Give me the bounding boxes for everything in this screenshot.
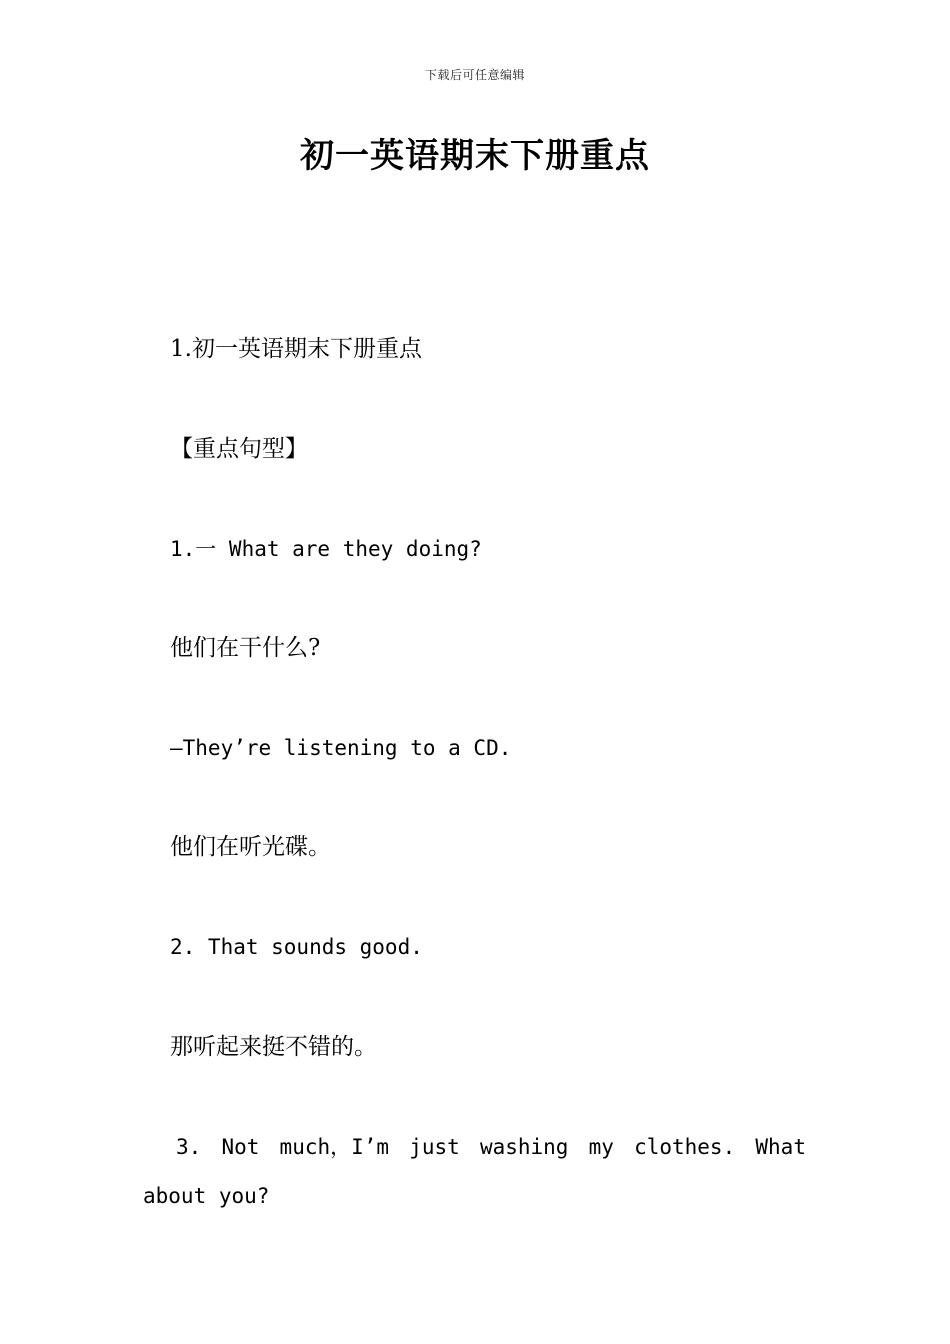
sentence-3-word: clothes.: [634, 1135, 736, 1159]
sentence-3-word: What: [755, 1135, 806, 1159]
sentence-1-answer-english: —They’re listening to a CD.: [170, 736, 512, 760]
sentence-3-line-2: about you?: [143, 1184, 270, 1208]
sentence-3-line-1: [176, 1132, 806, 1162]
section-label-key-sentences: 【重点句型】: [170, 436, 308, 462]
sentence-1-translation: 他们在干什么?: [170, 635, 321, 661]
sentence-3-word: 3.: [176, 1135, 202, 1159]
sentence-1-english: 1.一 What are they doing?: [170, 537, 482, 561]
sentence-3-word: Not: [221, 1135, 260, 1159]
paragraph-heading: 1.初一英语期末下册重点: [170, 336, 422, 362]
header-note: 下载后可任意编辑: [424, 68, 525, 82]
sentence-2-translation: 那听起来挺不错的。: [170, 1034, 377, 1060]
sentence-3-word: much，I’m: [279, 1135, 390, 1159]
sentence-3-word: just: [409, 1135, 460, 1159]
document-title: 初一英语期末下册重点: [300, 136, 650, 176]
sentence-2-english: 2. That sounds good.: [170, 935, 423, 959]
sentence-1-answer-translation: 他们在听光碟。: [170, 834, 331, 860]
sentence-3-word: my: [588, 1135, 614, 1159]
sentence-3-word: washing: [479, 1135, 569, 1159]
